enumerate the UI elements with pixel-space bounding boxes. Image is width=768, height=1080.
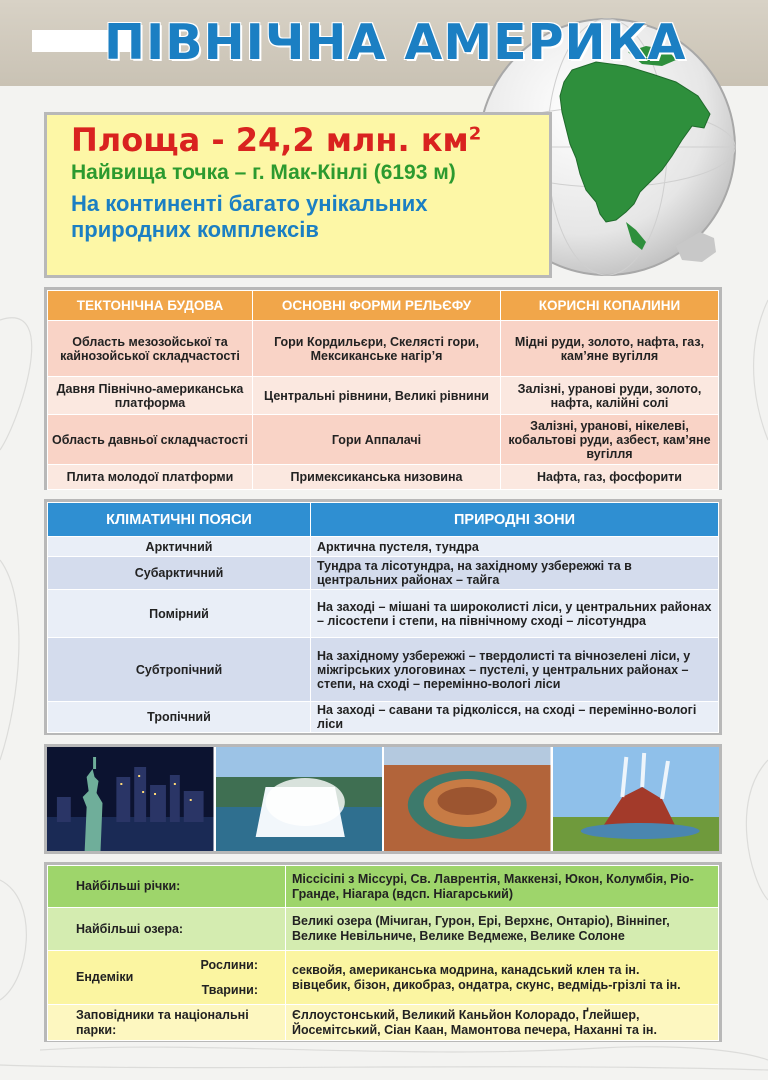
page-title: ПІВНІЧНА АМЕРИКА [104, 14, 687, 71]
climate-belt: Помірний [48, 590, 311, 638]
parks-label: Заповідники та національні парки: [48, 1005, 286, 1041]
endemics-value [286, 951, 719, 1005]
photo-fly-geyser [553, 747, 720, 851]
animals-label: Тварини: [201, 982, 258, 997]
geo-cell: Центральні рівнини, Великі рівнини [253, 377, 501, 415]
geo-cell: Залізні, уранові руди, золото, нафта, калійні солі [501, 377, 719, 415]
climate-belt: Арктичний [48, 537, 311, 557]
area-value: Площа - 24,2 млн. км [71, 121, 469, 159]
photo-niagara-falls [216, 747, 385, 851]
photo-horseshoe-bend [384, 747, 553, 851]
climate-table-frame [44, 499, 722, 735]
plants-value: секвойя, американська модрина, канадський клен та ін. [292, 962, 640, 977]
geo-cell: Давня Північно-американська платформа [48, 377, 253, 415]
geo-cell: Область мезозойської та кайнозойської складчастості [48, 321, 253, 377]
photo-strip [44, 744, 722, 854]
lakes-label: Найбільші озера: [48, 908, 286, 951]
facts-table-frame [44, 862, 722, 1042]
rivers-value: Міссісіпі з Міссурі, Св. Лаврентія, Маккензі, Юкон, Колумбія, Ріо-Гранде, Ніагара (вдсп. Ніагарський) [286, 866, 719, 908]
geo-cell: Область давньої складчастості [48, 415, 253, 465]
area-text [71, 121, 549, 159]
geo-header-relief: ОСНОВНІ ФОРМИ РЕЛЬЄФУ [253, 291, 501, 321]
climate-belt: Субарктичний [48, 557, 311, 590]
natural-zone: Арктична пустеля, тундра [311, 537, 719, 557]
animals-value: вівцебик, бізон, дикобраз, ондатра, скунс, ведмідь-грізлі та ін. [292, 977, 681, 992]
clim-header-zones: ПРИРОДНІ ЗОНИ [311, 503, 719, 537]
summary-box [44, 112, 552, 278]
geo-cell: Нафта, газ, фосфорити [501, 465, 719, 490]
natural-zone: На заході – мішані та широколисті ліси, у центральних районах – лісостепи і степи, на північному сході – лісотундра [311, 590, 719, 638]
plants-label: Рослини: [200, 957, 258, 972]
photo-statue-of-liberty [47, 747, 216, 851]
lakes-value: Великі озера (Мічиган, Гурон, Ері, Верхнє, Онтаріо), Вінніпег, Велике Невільниче, Велике Ведмеже, Велике Солоне [286, 908, 719, 951]
geo-cell: Залізні, уранові, нікелеві, кобальтові руди, азбест, кам’яне вугілля [501, 415, 719, 465]
geo-cell: Гори Кордильєри, Скелясті гори, Мексиканське нагір’я [253, 321, 501, 377]
geology-table [47, 290, 719, 490]
rivers-label: Найбільші річки: [48, 866, 286, 908]
facts-table [47, 865, 719, 1041]
geo-header-minerals: КОРИСНІ КОПАЛИНИ [501, 291, 719, 321]
unique-complexes-text: На континенті багато унікальних природних комплексів [71, 191, 428, 242]
natural-zone: На заході – савани та рідколісся, на сході – перемінно-вологі ліси [311, 702, 719, 733]
endemics-label: Ендеміки [76, 970, 134, 984]
climate-belt: Тропічний [48, 702, 311, 733]
geo-header-tectonic: ТЕКТОНІЧНА БУДОВА [48, 291, 253, 321]
parks-value: Єллоустонський, Великий Каньйон Колорадо, Ґлейшер, Йосемітський, Сіан Каан, Мамонтова печера, Наханні та ін. [286, 1005, 719, 1041]
endemics-cell [48, 951, 286, 1005]
climate-table [47, 502, 719, 733]
geo-cell: Мідні руди, золото, нафта, газ, кам’яне вугілля [501, 321, 719, 377]
highest-point-text: Найвища точка – г. Мак-Кінлі (6193 м) [71, 161, 456, 184]
clim-header-belts: КЛІМАТИЧНІ ПОЯСИ [48, 503, 311, 537]
geo-cell: Гори Аппалачі [253, 415, 501, 465]
geo-cell: Примексиканська низовина [253, 465, 501, 490]
area-superscript: 2 [468, 123, 482, 145]
geology-table-frame [44, 287, 722, 490]
geo-cell: Плита молодої платформи [48, 465, 253, 490]
climate-belt: Субтропічний [48, 638, 311, 702]
natural-zone: Тундра та лісотундра, на західному узбережжі та в центральних районах – тайга [311, 557, 719, 590]
natural-zone: На західному узбережжі – твердолисті та вічнозелені ліси, у міжгірських улоговинах – пустелі, у центральних районах – степи, на сході – перемінно-вологі ліси [311, 638, 719, 702]
